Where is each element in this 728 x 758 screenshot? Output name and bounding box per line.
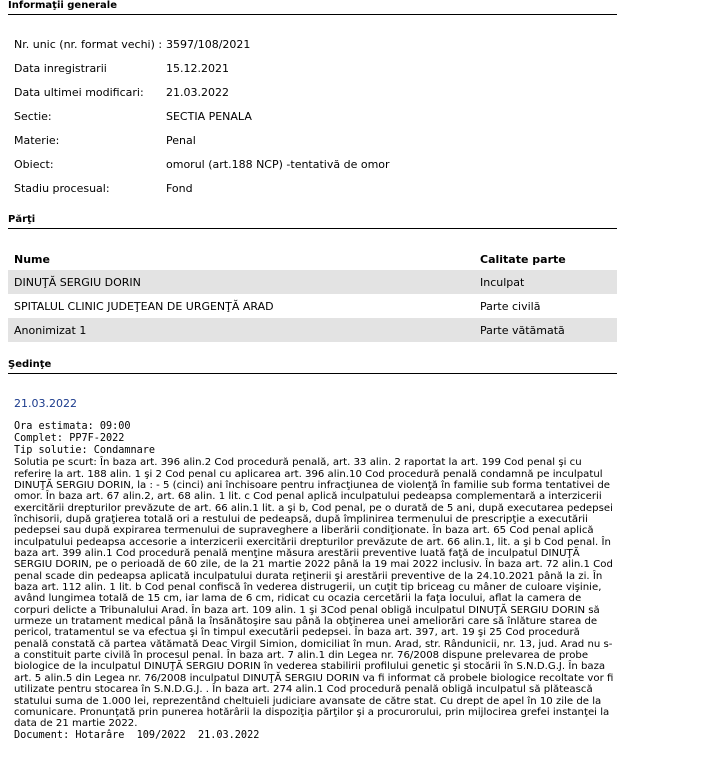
- complet: Complet: PP7F-2022: [14, 433, 125, 445]
- party-role: Parte civilă: [480, 299, 541, 313]
- field-label: Obiect:: [14, 158, 54, 171]
- sedinta-date: 21.03.2022: [14, 397, 77, 410]
- party-name: DINUŢĂ SERGIU DORIN: [8, 270, 474, 294]
- field-label: Data inregistrarii: [14, 62, 107, 75]
- field-value: 21.03.2022: [166, 86, 229, 99]
- party-role: Parte vătămată: [474, 318, 617, 342]
- field-value: 15.12.2021: [166, 62, 229, 75]
- ora-estimata: Ora estimata: 09:00: [14, 421, 131, 432]
- field-value: Fond: [166, 182, 193, 195]
- section-title-parti: Părţi: [8, 214, 617, 229]
- field-value: 3597/108/2021: [166, 38, 251, 51]
- section-title-sedinte: Şedinţe: [8, 359, 617, 374]
- sedinta-details: [14, 421, 617, 742]
- field-label: Materie:: [14, 134, 60, 147]
- table-row: [8, 294, 617, 318]
- field-label: Stadiu procesual:: [14, 182, 110, 195]
- field-value: SECTIA PENALA: [166, 110, 252, 123]
- field-value: Penal: [166, 134, 196, 147]
- section-title-informatii-generale: Informaţii generale: [8, 0, 617, 15]
- field-label: Nr. unic (nr. format vechi) :: [14, 38, 163, 51]
- party-role: Inculpat: [474, 270, 617, 294]
- table-row: [8, 270, 617, 294]
- tip-solutie: Tip solutie: Condamnare: [14, 445, 156, 457]
- solutie-text: Solutia pe scurt: În baza art. 396 alin.2 Cod procedură penală, art. 33 alin. 2 raportat la art. 199 Cod penal şi cu referire la art. 188 alin. 1 şi 2 Cod penal cu aplicarea art. 396 alin.10 Cod procedură penală condamnă pe inculpatul DINUŢĂ SERGIU DORIN, la : - 5 (cinci) ani închisoare pentru infracţiunea de violenţă în familie sub forma tentativei de omor. În baza art. 67 alin.2, art. 68 alin. 1 lit. c Cod penal aplică inculpatului pedeapsa complementară a interzicerii exercitării drepturilor prevăzute de art. 66 alin.1 lit. a şi b, Cod penal, pe o durată de 5 ani, după executarea pedepsei închisorii, după graţierea totală ori a restului de pedeapsă, după împlinirea termenului de prescripţie a executării pedepsei sau după expirarea termenului de supraveghere a liberării condiţionate. În baza art. 65 Cod penal aplică inculpatului pedeapsa accesorie a interzicerii exercitării drepturilor prevăzute de art. 66 alin.1, lit. a şi b Cod penal. În baza art. 399 alin.1 Cod procedură penală menţine măsura arestării preventive luată faţă de inculpatul DINUŢĂ SERGIU DORIN, pe o perioadă de 60 zile, de la 21 martie 2022 până la 19 mai 2022 inclusiv. În baza art. 72 alin.1 Cod penal scade din pedeapsa aplicată inculpatului durata reţinerii şi arestării preventive de la 24.10.2021 până la zi. În baza art. 112 alin. 1 lit. b Cod penal confiscă în vederea distrugerii, un cuţit tip briceag cu mâner de culoare vişinie, având lungimea totală de 15 cm, iar lama de 6 cm, ridicat cu ocazia cercetării la faţa locului, aflat la camera de corpuri delicte a Tribunalului Arad. În baza art. 109 alin. 1 şi 3Cod penal obligă inculpatul DINUŢĂ SERGIU DORIN să urmeze un tratament medical până la însănătoşire sau până la obţinerea unei ameliorări care să înlăture starea de pericol, tratamentul se va efectua şi în timpul executării pedepsei. În baza art. 397, art. 19 şi 25 Cod procedură penală constată că partea vătămată Deac Virgil Simion, domiciliat în mun. Arad, str. Rândunicii, nr. 13, jud. Arad nu s-a constituit parte civilă în procesul penal. În baza art. 7 alin.1 din Legea nr. 76/2008 dispune prelevarea de probe biologice de la inculpatul DINUŢĂ SERGIU DORIN în vederea stabilirii profilului genetic şi stocării în S.N.D.G.J. În baza art. 5 alin.5 din Legea nr. 76/2008 inculpatul DINUŢĂ SERGIU DORIN va fi informat că probele biologice recoltate vor fi utilizate pentru stocarea în S.N.D.G.J. . În baza art. 274 alin.1 Cod procedură penală obligă inculpatul să plătească statului suma de 1.000 lei, reprezentând cheltuieli judiciare avansate de către stat. Cu drept de apel în 10 zile de la comunicare. Pronunţată prin punerea hotărârii la dispoziţia părţilor şi a procurorului, prin mijlocirea grefei instanţei la data de 21 martie 2022.: [14, 457, 617, 730]
- document-info: Document: Hotarâre 109/2022 21.03.2022: [14, 729, 260, 741]
- field-value: omorul (art.188 NCP) -tentativă de omor: [166, 158, 390, 171]
- column-header-nume: Nume: [14, 252, 50, 266]
- party-name: SPITALUL CLINIC JUDEŢEAN DE URGENŢĂ ARAD: [14, 299, 274, 313]
- parti-table: [8, 248, 617, 342]
- table-row: [8, 318, 617, 342]
- field-label: Sectie:: [14, 110, 52, 123]
- table-header-row: [8, 248, 617, 270]
- field-label: Data ultimei modificari:: [14, 86, 144, 99]
- column-header-calitate-parte: Calitate parte: [480, 252, 566, 266]
- party-name: Anonimizat 1: [8, 318, 474, 342]
